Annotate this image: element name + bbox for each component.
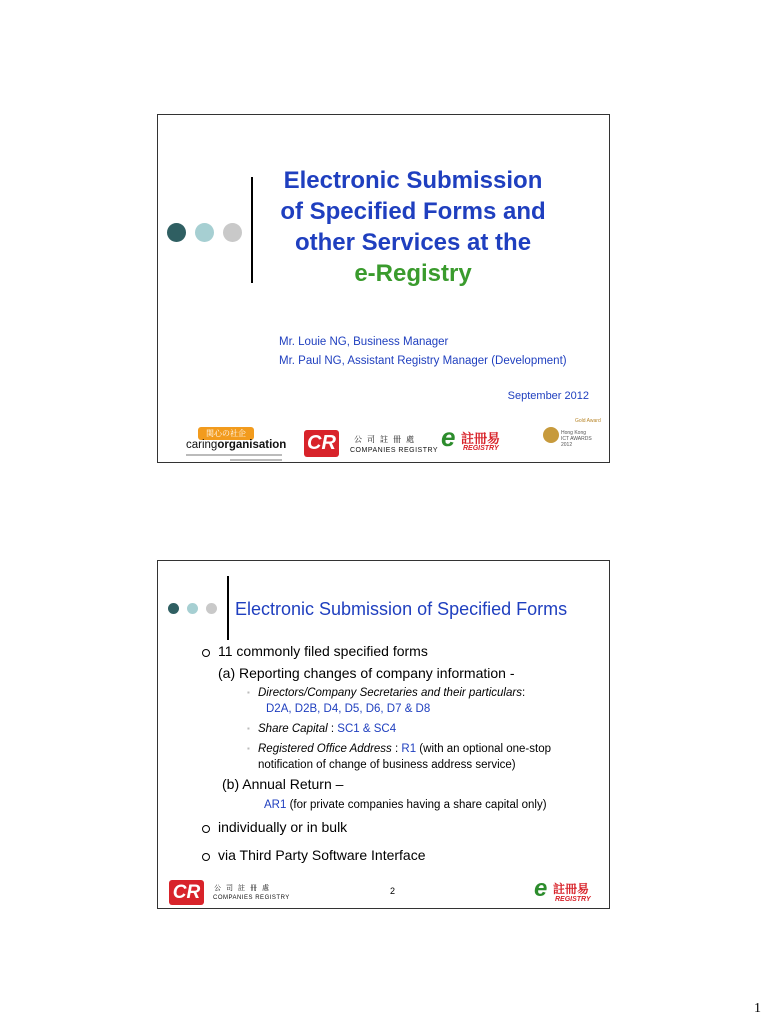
e-registry-logo [441,422,511,460]
e-registry-english: REGISTRY [555,896,591,903]
sub-heading-b: (b) Annual Return – [222,776,344,792]
award-medal-icon [543,427,559,443]
cr-logo-mark: CR [169,880,204,905]
slide-title [258,165,568,289]
title-divider [227,576,229,640]
bullet-circle [202,825,210,833]
page-corner-number: 1 [754,1001,761,1016]
bullet-individually: individually or in bulk [218,819,348,835]
annual-return-item: AR1 (for private companies having a share capital only) [264,799,547,811]
cr-chinese-name: 公司註冊處 [214,885,274,892]
dark-teal-dot [167,223,186,242]
grey-dot [206,603,217,614]
bullet-circle [202,649,210,657]
presentation-date: September 2012 [507,390,589,402]
e-registry-e: e [441,422,456,452]
cr-english-name: COMPANIES REGISTRY [350,447,439,454]
award-line-2: ICT AWARDS [561,436,592,442]
square-bullet: ▪ [247,744,250,753]
presenter-1: Mr. Louie NG, Business Manager [279,336,449,348]
slide-1 [157,114,610,463]
caring-logo-banner: 関心の社企 [198,427,254,440]
e-registry-e: e [534,875,548,902]
item-registered-office-line2: notification of change of business address service) [258,759,516,771]
e-registry-logo [534,875,604,907]
grey-dot [223,223,242,242]
award-line-3: 2012 [561,442,573,448]
cr-english-name: COMPANIES REGISTRY [213,895,290,901]
slide-title: Electronic Submission of Specified Forms [235,599,568,619]
caring-organisation-logo [186,427,286,461]
item-share-capital: Share Capital : SC1 & SC4 [258,723,397,735]
item-directors-forms: D2A, D2B, D4, D5, D6, D7 & D8 [266,703,431,715]
ict-award-logo [541,417,601,461]
title-line-1: Electronic Submission [283,167,543,194]
award-line-1: Hong Kong [561,430,587,436]
sub-heading-a: (a) Reporting changes of company information - [218,665,515,681]
e-registry-english: REGISTRY [463,445,499,452]
title-line-2: of Specified Forms and [280,198,546,225]
slide-page-number: 2 [390,886,396,896]
e-registry-chinese: 註冊易 [461,431,501,446]
slide-2 [157,560,610,909]
light-teal-dot [187,603,198,614]
bullet-third-party: via Third Party Software Interface [218,847,426,863]
cr-logo-mark: CR [304,430,339,457]
caring-logo-subline [186,454,282,456]
item-registered-office: Registered Office Address : R1 (with an optional one-stop [258,743,551,755]
title-divider [251,177,253,283]
light-teal-dot [195,223,214,242]
title-line-3: other Services at the [294,229,532,256]
presenter-list [279,333,567,371]
bullet-forms: 11 commonly filed specified forms [218,643,428,659]
dark-teal-dot [168,603,179,614]
item-directors: Directors/Company Secretaries and their particulars: [258,687,526,699]
square-bullet: ▪ [247,724,250,733]
bullet-circle [202,853,210,861]
title-highlight: e-Registry [354,260,472,287]
award-top: Gold Award [575,418,601,424]
presenter-2: Mr. Paul NG, Assistant Registry Manager (Development) [279,355,567,367]
caring-logo-subline-2 [230,459,282,461]
cr-chinese-name: 公司註冊處 [354,435,419,444]
square-bullet: ▪ [247,688,250,697]
e-registry-chinese: 註冊易 [553,882,590,896]
caring-logo-word: caringorganisation [186,439,287,451]
